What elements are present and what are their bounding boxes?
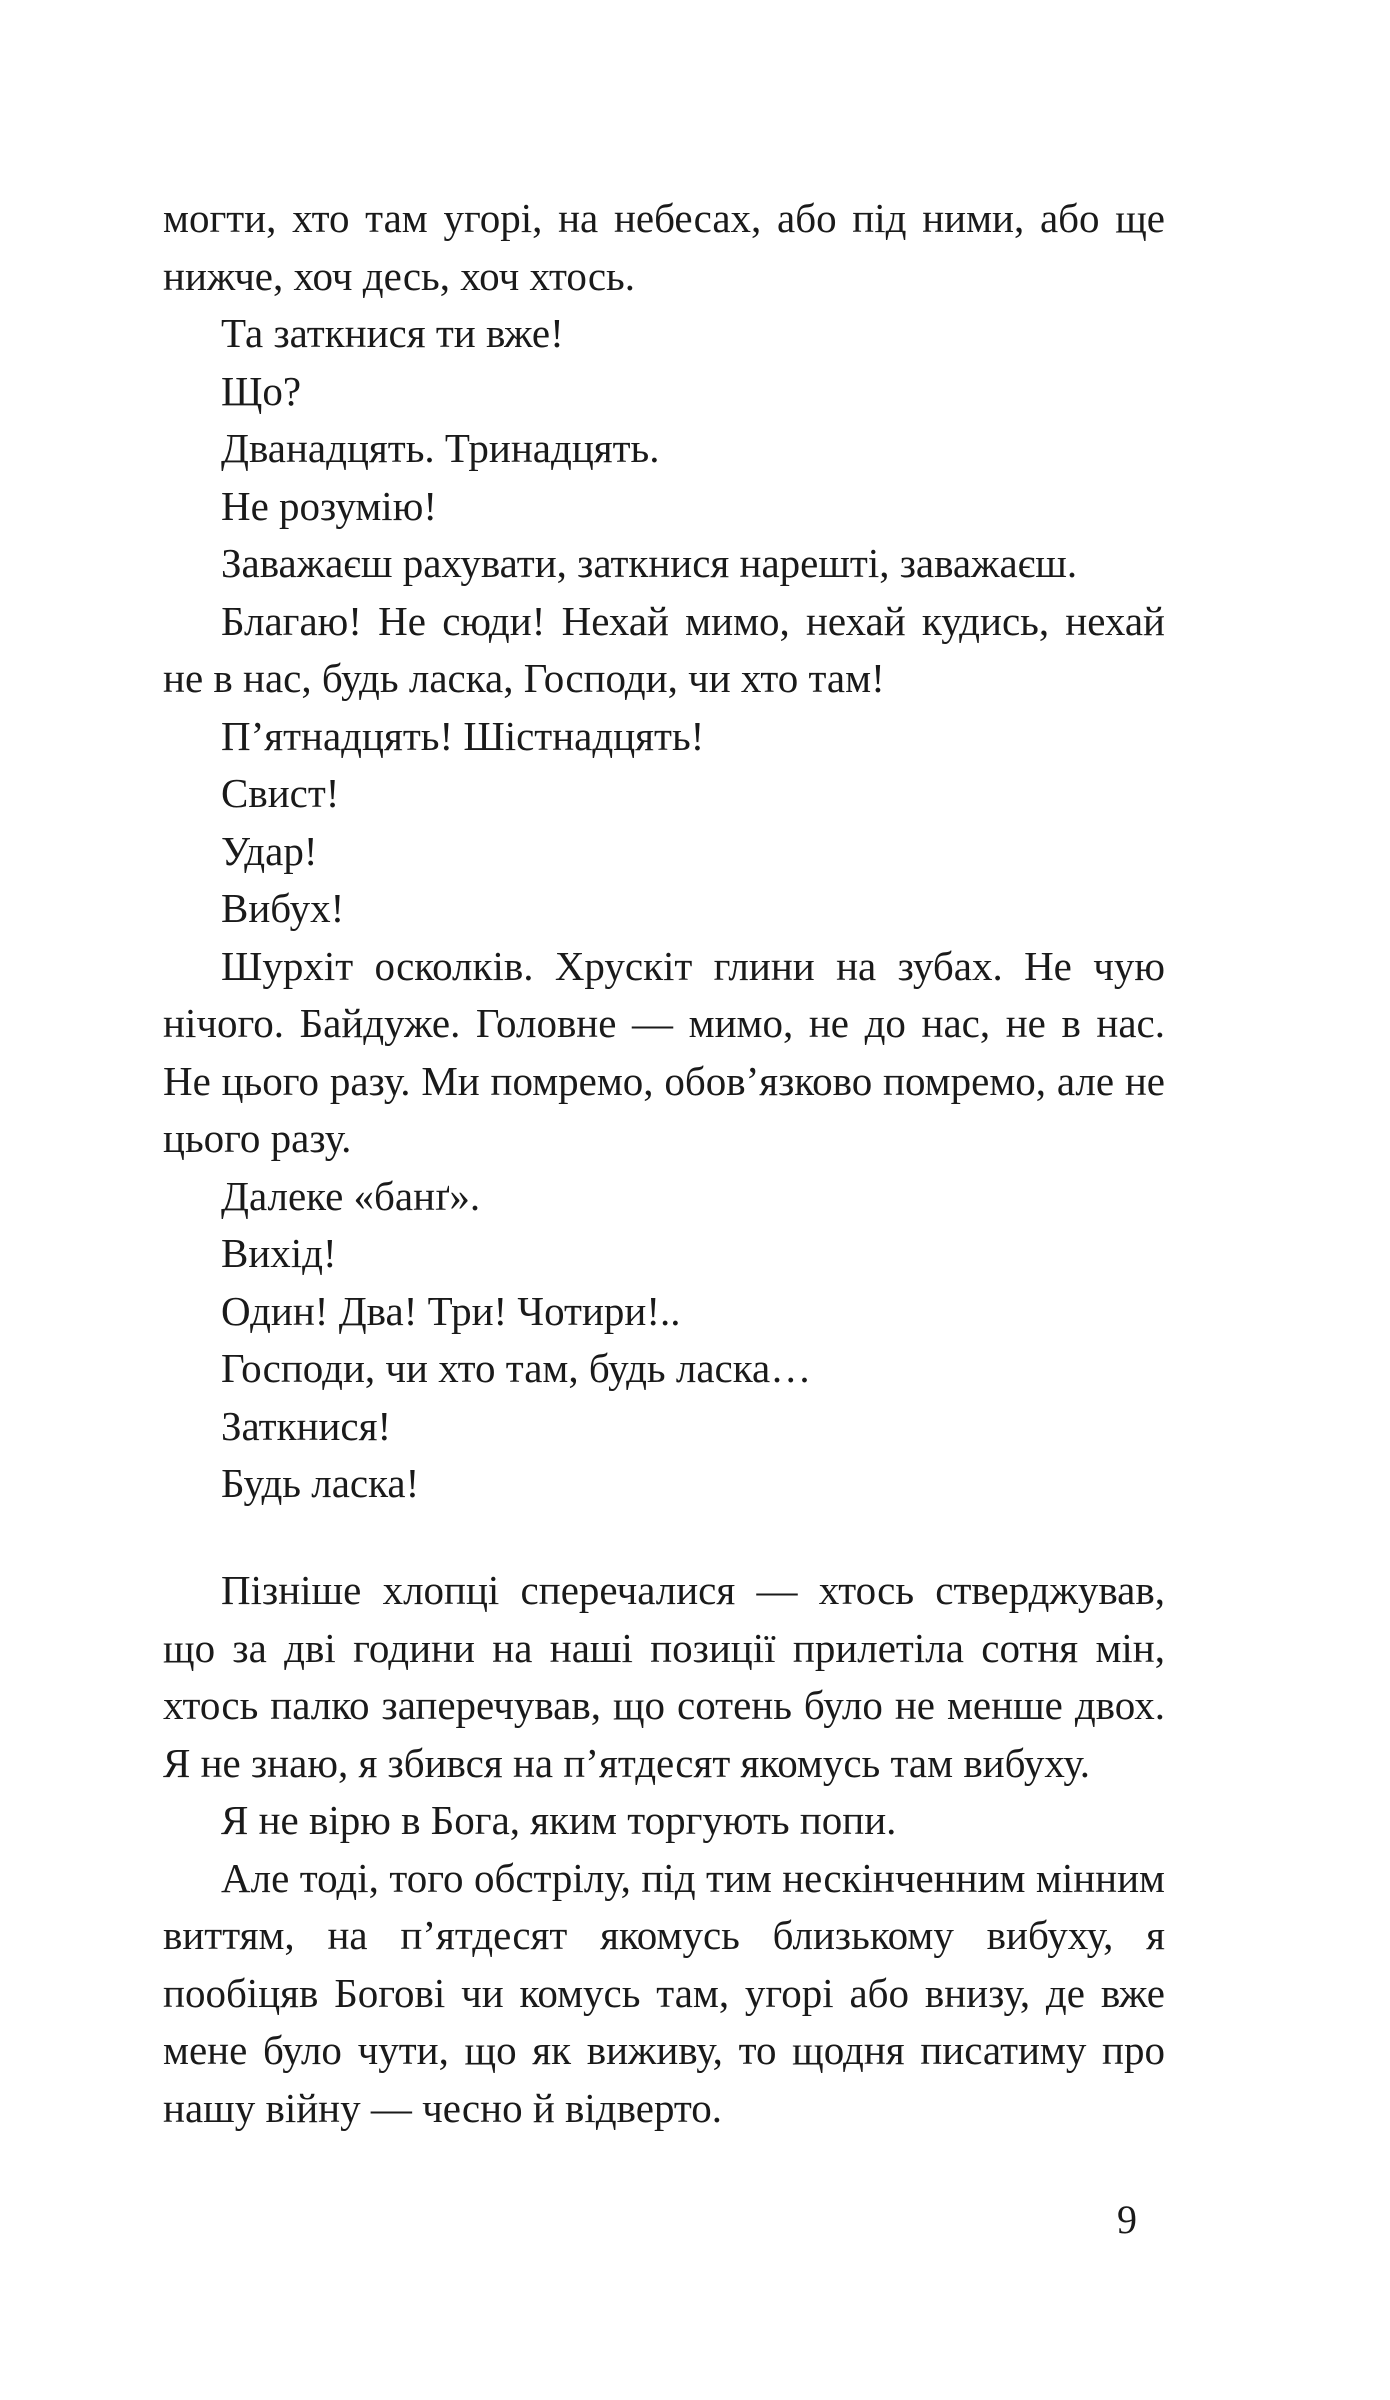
paragraph: Дванадцять. Тринадцять. bbox=[221, 425, 660, 471]
paragraph: Вихід! bbox=[221, 1230, 337, 1276]
paragraph: Господи, чи хто там, будь ласка… bbox=[221, 1345, 812, 1391]
page-number: 9 bbox=[1117, 2197, 1137, 2242]
paragraph: Один! Два! Три! Чотири!.. bbox=[221, 1287, 681, 1334]
paragraph: Пізніше хлопці сперечалися — хтось стверджував, що за дві години на наші позиції прилетіла сотня мін, хтось палко заперечував, що сотень було не менше двох. Я не знаю, я збився на п’ятдесят якомусь там вибуху. bbox=[163, 1567, 1165, 1786]
paragraph: Що? bbox=[221, 367, 302, 414]
text-section-1 bbox=[163, 190, 1165, 1513]
paragraph: Благаю! Не сюди! Нехай мимо, нехай кудись, нехай не в нас, будь ласка, Господи, чи хто там! bbox=[163, 597, 1165, 701]
paragraph: Та заткнися ти вже! bbox=[221, 310, 564, 356]
paragraph: Шурхіт осколків. Хрускіт глини на зубах. Не чую нічого. Байдуже. Головне — мимо, не до нас, не в нас. Не цього разу. Ми помремо, обов’язково помремо, але не цього разу. bbox=[163, 942, 1165, 1161]
paragraph: Далеке «банґ». bbox=[221, 1172, 481, 1219]
paragraph: Заважаєш рахувати, заткнися нарешті, заважаєш. bbox=[221, 540, 1078, 586]
paragraph: Я не вірю в Бога, яким торгують попи. bbox=[221, 1797, 897, 1843]
paragraph: Заткнися! bbox=[221, 1402, 392, 1449]
paragraph: Удар! bbox=[221, 827, 318, 874]
paragraph: Але тоді, того обстрілу, під тим нескінченним мінним виттям, на п’ятдесят якомусь близькому вибуху, я пообіцяв Богові чи комусь там, угорі або внизу, де вже мене було чути, що як виживу, то щодня писатиму про нашу війну — чесно й відверто. bbox=[163, 1854, 1165, 2131]
paragraph: Будь ласка! bbox=[221, 1460, 420, 1506]
paragraph: Свист! bbox=[221, 770, 340, 816]
text-section-2 bbox=[163, 1562, 1165, 2137]
paragraph: могти, хто там угорі, на небесах, або під ними, або ще нижче, хоч десь, хоч хтось. bbox=[163, 195, 1165, 299]
paragraph: Вибух! bbox=[221, 885, 345, 931]
paragraph: П’ятнадцять! Шістнадцять! bbox=[221, 712, 705, 759]
paragraph: Не розумію! bbox=[221, 482, 437, 529]
